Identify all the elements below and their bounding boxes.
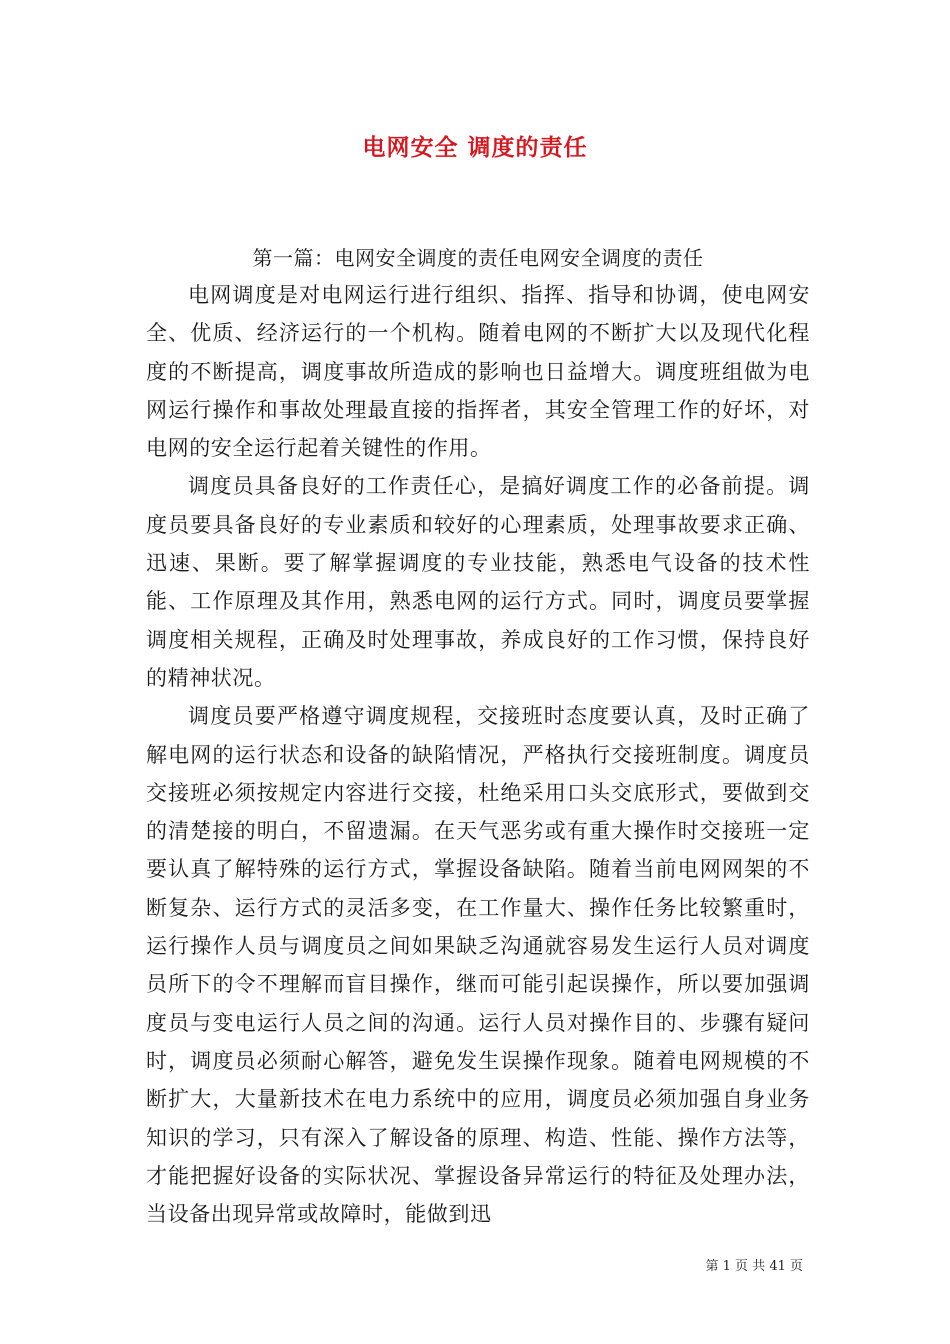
page-number: 第 1 页 共 41 页 [705, 1259, 803, 1274]
paragraph-1: 电网调度是对电网运行进行组织、指挥、指导和协调，使电网安全、优质、经济运行的一个机构。随着电网的不断扩大以及现代化程度的不断提高，调度事故所造成的影响也日益增大。调度班组做为电网运行操作和事故处理最直接的指挥者，其安全管理工作的好坏，对电网的安全运行起着关键性的作用。 [146, 283, 810, 461]
paragraph-2: 调度员具备良好的工作责任心，是搞好调度工作的必备前提。调度员要具备良好的专业素质和较好的心理素质，处理事故要求正确、迅速、果断。要了解掌握调度的专业技能，熟悉电气设备的技术性能、工作原理及其作用，熟悉电网的运行方式。同时，调度员要掌握调度相关规程，正确及时处理事故，养成良好的工作习惯，保持良好的精神状况。 [146, 474, 810, 690]
section-heading: 第一篇：电网安全调度的责任电网安全调度的责任 [252, 246, 704, 270]
document-title: 电网安全 调度的责任 [362, 134, 588, 161]
paragraph-3: 调度员要严格遵守调度规程，交接班时态度要认真，及时正确了解电网的运行状态和设备的缺陷情况，严格执行交接班制度。调度员交接班必须按规定内容进行交接，杜绝采用口头交底形式，要做到交的清楚接的明白，不留遗漏。在天气恶劣或有重大操作时交接班一定要认真了解特殊的运行方式，掌握设备缺陷。随着当前电网网架的不断复杂、运行方式的灵活多变，在工作量大、操作任务比较繁重时，运行操作人员与调度员之间如果缺乏沟通就容易发生运行人员对调度员所下的令不理解而盲目操作，继而可能引起误操作，所以要加强调度员与变电运行人员之间的沟通。运行人员对操作目的、步骤有疑问时，调度员必须耐心解答，避免发生误操作现象。随着电网规模的不断扩大，大量新技术在电力系统中的应用，调度员必须加强自身业务知识的学习，只有深入了解设备的原理、构造、性能、操作方法等，才能把握好设备的实际状况、掌握设备异常运行的特征及处理办法，当设备出现异常或故障时，能做到迅 [146, 704, 810, 1227]
page-footer [706, 1255, 803, 1274]
document-body [146, 240, 810, 1233]
